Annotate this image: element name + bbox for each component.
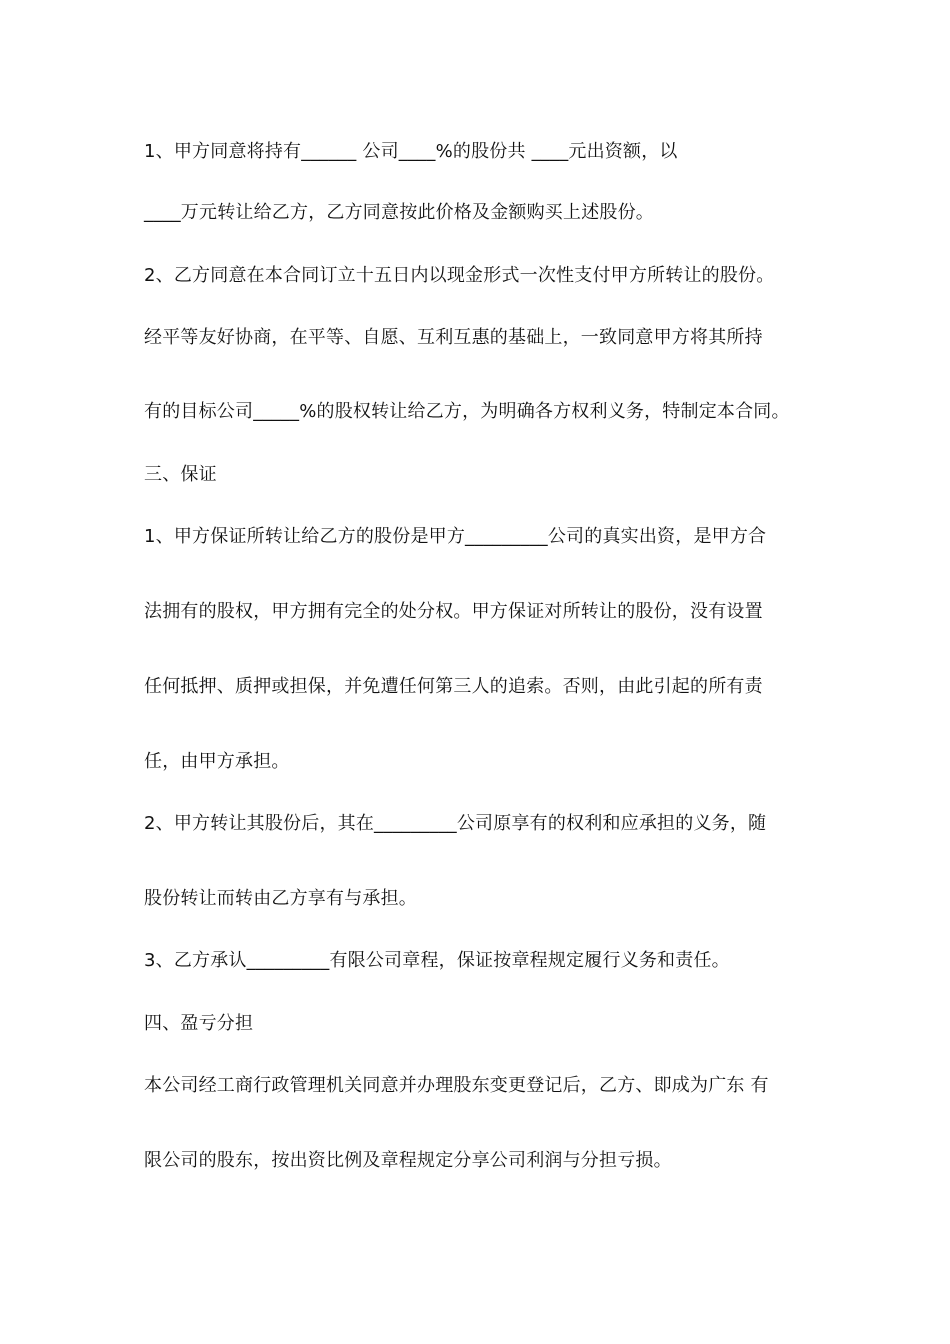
section-heading-profit-loss: 四、盈亏分担 [144, 1013, 254, 1034]
warranty-2-line-2: 股份转让而转由乙方享有与承担。 [144, 888, 417, 909]
warranty-1-line-4: 任，由甲方承担。 [144, 751, 290, 772]
clause-2-line: 2、乙方同意在本合同订立十五日内以现金形式一次性支付甲方所转让的股份。 [144, 265, 775, 286]
preamble-line-1: 经平等友好协商，在平等、自愿、互利互惠的基础上，一致同意甲方将其所持 [144, 327, 763, 348]
warranty-1-line-2: 法拥有的股权，甲方拥有完全的处分权。甲方保证对所转让的股份，没有设置 [144, 601, 763, 622]
warranty-1-line-3: 任何抵押、质押或担保，并免遭任何第三人的追索。否则，由此引起的所有责 [144, 676, 763, 697]
preamble-line-2: 有的目标公司_____%的股权转让给乙方，为明确各方权利义务，特制定本合同。 [144, 401, 790, 422]
section-heading-warranty: 三、保证 [144, 464, 217, 485]
profit-loss-line-1: 本公司经工商行政管理机关同意并办理股东变更登记后，乙方、即成为广东 有 [144, 1075, 769, 1096]
warranty-3-line: 3、乙方承认_________有限公司章程，保证按章程规定履行义务和责任。 [144, 950, 730, 971]
profit-loss-line-2: 限公司的股东，按出资比例及章程规定分享公司利润与分担亏损。 [144, 1150, 672, 1171]
warranty-2-line-1: 2、甲方转让其股份后，其在_________公司原享有的权利和应承担的义务，随 [144, 813, 767, 834]
clause-1-line-2: ____万元转让给乙方，乙方同意按此价格及金额购买上述股份。 [144, 202, 654, 223]
clause-1-line-1: 1、甲方同意将持有______ 公司____%的股份共 ____元出资额，以 [144, 141, 678, 162]
warranty-1-line-1: 1、甲方保证所转让给乙方的股份是甲方_________公司的真实出资，是甲方合 [144, 526, 767, 547]
